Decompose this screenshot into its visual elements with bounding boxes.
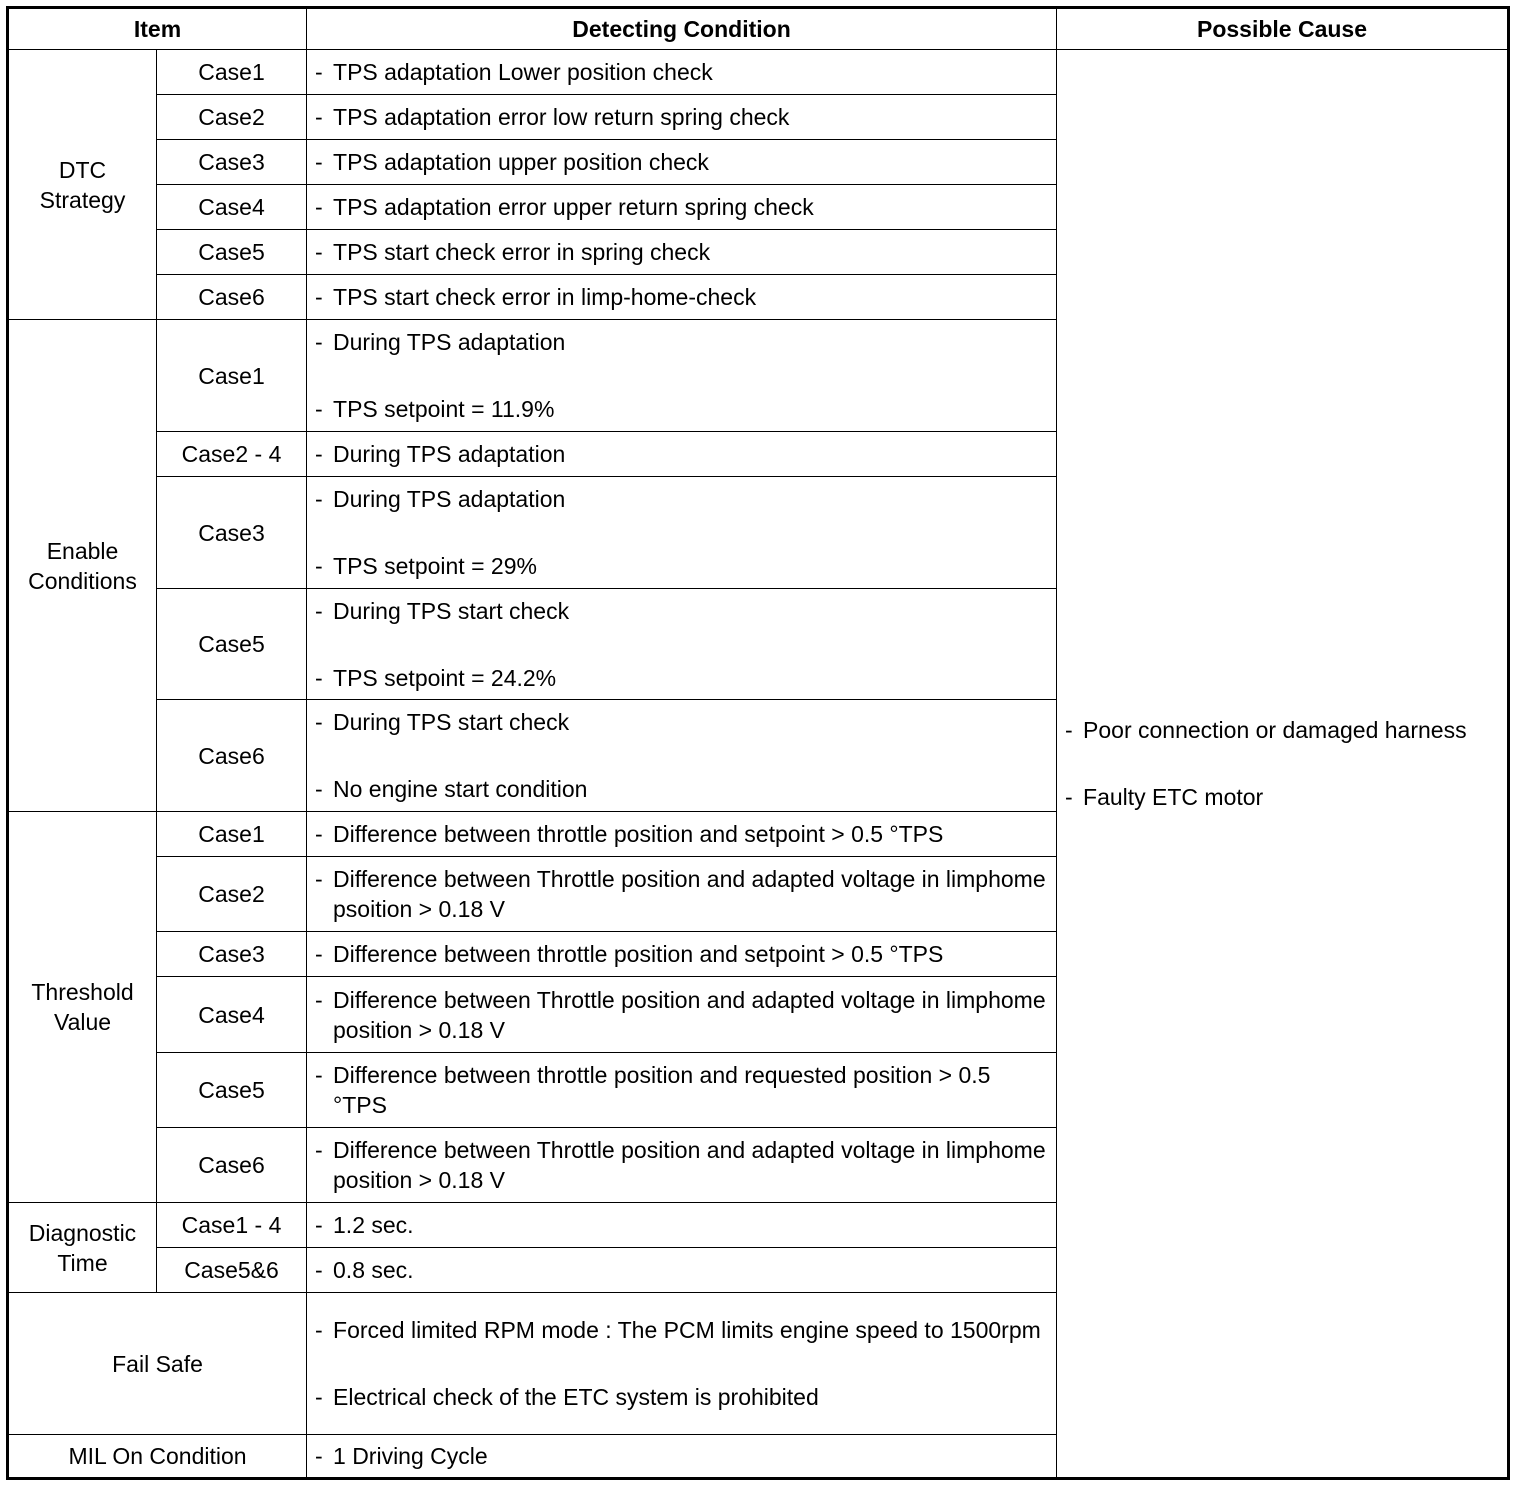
case-label: Case5: [157, 1053, 307, 1128]
condition-cell: - Difference between Throttle position and adapted voltage in limphome position > 0.18 V: [307, 977, 1057, 1053]
condition-cell: - Forced limited RPM mode : The PCM limits engine speed to 1500rpm - Electrical check of the ETC system is prohibited: [307, 1293, 1057, 1435]
header-item: Item: [8, 8, 307, 50]
condition-cell: - During TPS start check - No engine start condition: [307, 700, 1057, 812]
case-label: Case5: [157, 589, 307, 700]
case-label: Case1: [157, 320, 307, 432]
condition-cell: - TPS adaptation Lower position check: [307, 50, 1057, 95]
condition-cell: - 1.2 sec.: [307, 1203, 1057, 1248]
condition-cell: - During TPS adaptation - TPS setpoint = 29%: [307, 477, 1057, 589]
case-label: Case1: [157, 812, 307, 857]
case-label: Case2: [157, 95, 307, 140]
condition-cell: - During TPS adaptation - TPS setpoint = 11.9%: [307, 320, 1057, 432]
condition-cell: - Difference between throttle position and setpoint > 0.5 °TPS: [307, 932, 1057, 977]
possible-cause-item: Poor connection or damaged harness: [1083, 717, 1467, 743]
condition-cell: - TPS adaptation upper position check: [307, 140, 1057, 185]
condition-cell: - TPS start check error in limp-home-check: [307, 275, 1057, 320]
case-label: Case3: [157, 140, 307, 185]
condition-cell: - Difference between throttle position and requested position > 0.5 °TPS: [307, 1053, 1057, 1128]
case-label: Case6: [157, 275, 307, 320]
header-possible-cause: Possible Cause: [1057, 8, 1509, 50]
condition-cell: - TPS start check error in spring check: [307, 230, 1057, 275]
diagnostic-time-label: Diagnostic Time: [8, 1203, 157, 1293]
case-label: Case1 - 4: [157, 1203, 307, 1248]
mil-on-condition-label: MIL On Condition: [8, 1435, 307, 1479]
possible-cause-cell: - Poor connection or damaged harness - Faulty ETC motor: [1057, 50, 1509, 1479]
case-label: Case2 - 4: [157, 432, 307, 477]
dtc-strategy-label: DTC Strategy: [8, 50, 157, 320]
case-label: Case5&6: [157, 1248, 307, 1293]
case-label: Case1: [157, 50, 307, 95]
condition-cell: - TPS adaptation error upper return spring check: [307, 185, 1057, 230]
possible-cause-item: Faulty ETC motor: [1083, 784, 1264, 810]
condition-cell: - During TPS adaptation: [307, 432, 1057, 477]
diagnostic-table: [6, 6, 1510, 1480]
threshold-value-label: Threshold Value: [8, 812, 157, 1203]
enable-conditions-label: Enable Conditions: [8, 320, 157, 812]
case-label: Case3: [157, 477, 307, 589]
case-label: Case5: [157, 230, 307, 275]
condition-cell: - During TPS start check - TPS setpoint = 24.2%: [307, 589, 1057, 700]
condition-cell: - Difference between Throttle position and adapted voltage in limphome position > 0.18 V: [307, 1128, 1057, 1203]
fail-safe-label: Fail Safe: [8, 1293, 307, 1435]
condition-cell: - 1 Driving Cycle: [307, 1435, 1057, 1479]
case-label: Case6: [157, 700, 307, 812]
header-detecting-condition: Detecting Condition: [307, 8, 1057, 50]
condition-cell: - Difference between Throttle position and adapted voltage in limphome psoition > 0.18 V: [307, 857, 1057, 932]
case-label: Case4: [157, 977, 307, 1053]
case-label: Case4: [157, 185, 307, 230]
condition-cell: - Difference between throttle position and setpoint > 0.5 °TPS: [307, 812, 1057, 857]
condition-cell: - TPS adaptation error low return spring check: [307, 95, 1057, 140]
condition-cell: - 0.8 sec.: [307, 1248, 1057, 1293]
table-row: [8, 50, 1509, 95]
case-label: Case2: [157, 857, 307, 932]
case-label: Case6: [157, 1128, 307, 1203]
case-label: Case3: [157, 932, 307, 977]
